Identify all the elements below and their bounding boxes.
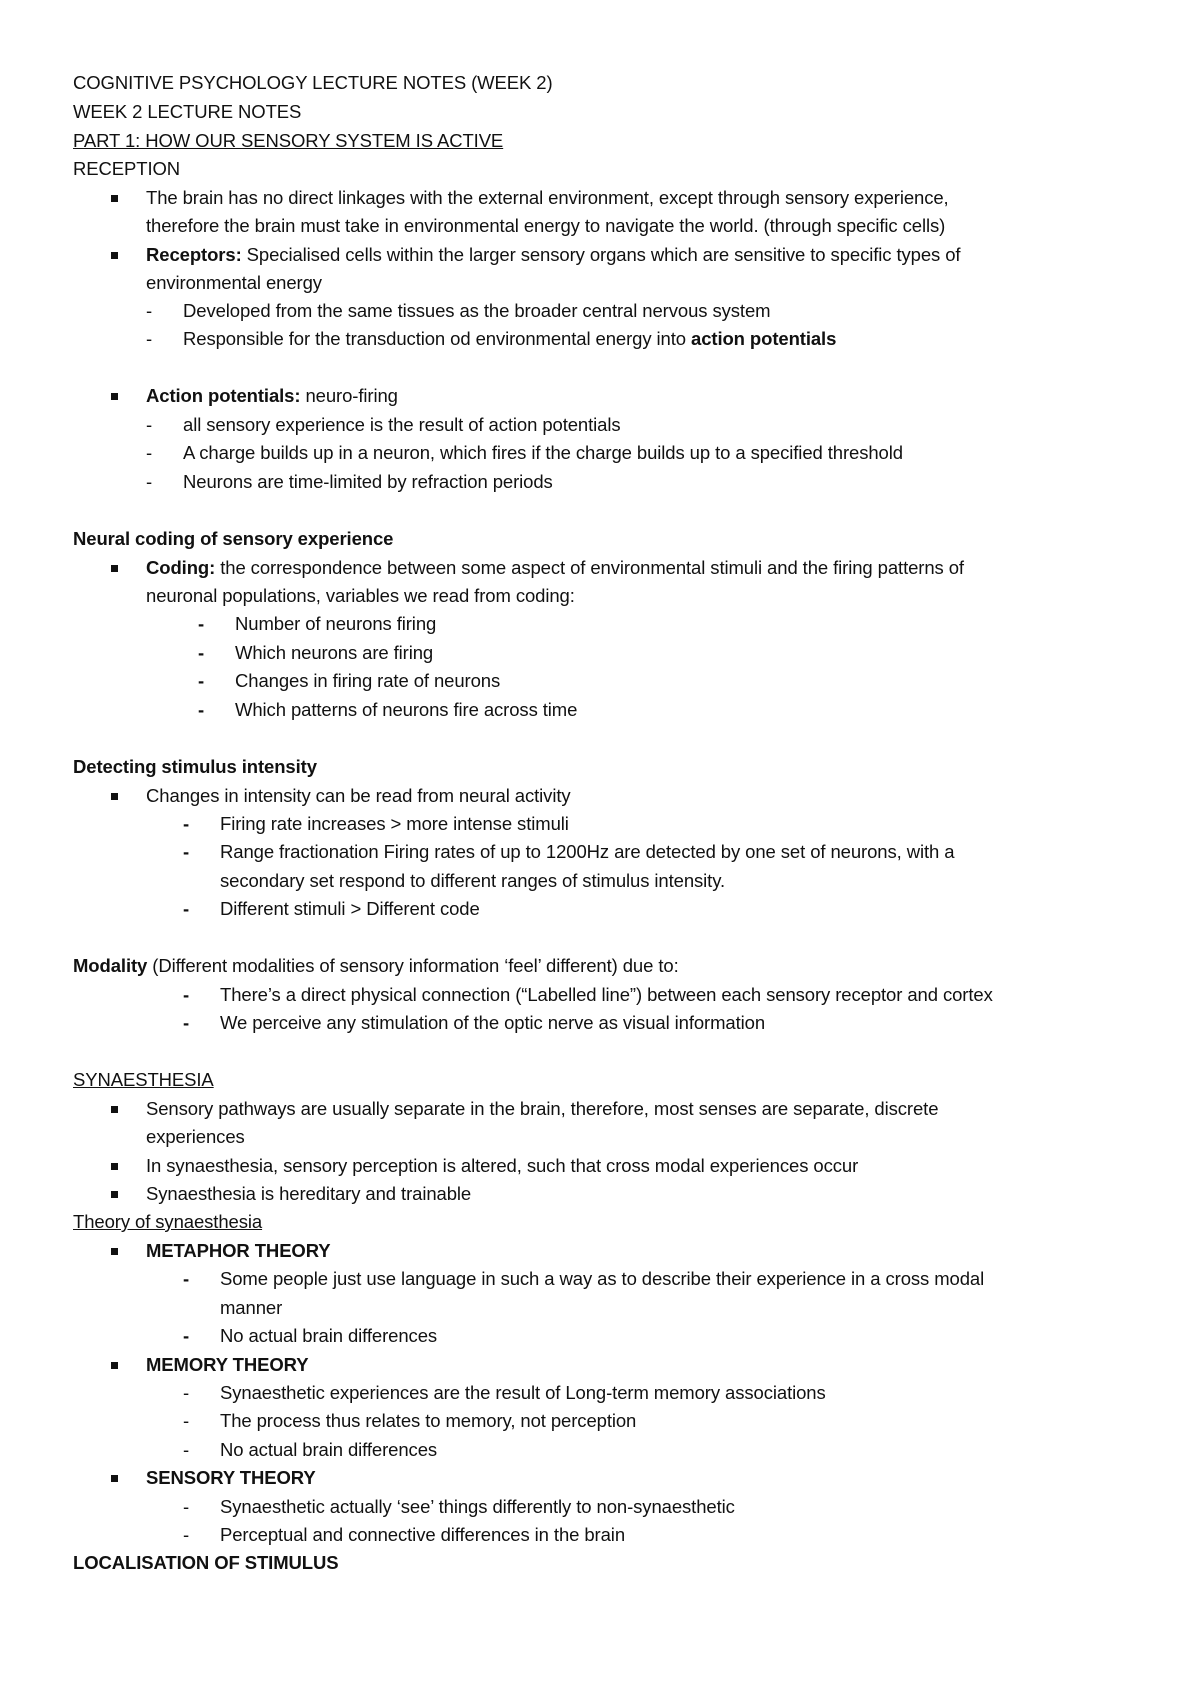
- part1-heading: PART 1: HOW OUR SENSORY SYSTEM IS ACTIVE: [73, 130, 504, 151]
- coding-heading: Neural coding of sensory experience: [73, 528, 394, 549]
- theory-heading: Theory of synaesthesia: [73, 1211, 263, 1232]
- coding-dash-1: Number of neurons firing: [235, 613, 437, 634]
- memory-theory-heading: MEMORY THEORY: [146, 1354, 309, 1375]
- dash-marker: -: [146, 328, 153, 349]
- bullet-marker: [111, 1475, 118, 1482]
- intensity-dash-3: Different stimuli > Different code: [220, 898, 480, 919]
- reception-bullet-1-line-2: therefore the brain must take in environmental energy to navigate the world. (through specific cells): [146, 215, 946, 236]
- bullet-marker: [111, 1248, 118, 1255]
- sensory-dash-1: Synaesthetic actually ‘see’ things differently to non-synaesthetic: [220, 1496, 735, 1517]
- reception-bullet-2-line-1: Receptors: Specialised cells within the larger sensory organs which are sensitive to specific types of: [146, 244, 961, 265]
- dash-marker: -: [183, 813, 190, 834]
- synaesthesia-bullet-2: In synaesthesia, sensory perception is altered, such that cross modal experiences occur: [146, 1155, 859, 1176]
- dash-marker: -: [183, 1524, 190, 1545]
- intensity-dash-2-line-2: secondary set respond to different ranges of stimulus intensity.: [220, 870, 726, 891]
- intensity-heading: Detecting stimulus intensity: [73, 756, 317, 777]
- reception-dash-2: Responsible for the transduction od environmental energy into action potentials: [183, 328, 837, 349]
- intensity-bullet-1: Changes in intensity can be read from neural activity: [146, 785, 571, 806]
- intensity-dash-1: Firing rate increases > more intense stimuli: [220, 813, 569, 834]
- dash-marker: -: [183, 1268, 190, 1289]
- document-subtitle: WEEK 2 LECTURE NOTES: [73, 101, 302, 122]
- bullet-marker: [111, 195, 118, 202]
- dash-marker: -: [146, 414, 153, 435]
- metaphor-dash-2: No actual brain differences: [220, 1325, 438, 1346]
- dash-marker: -: [183, 984, 190, 1005]
- document-title: COGNITIVE PSYCHOLOGY LECTURE NOTES (WEEK 2): [73, 72, 553, 93]
- reception-bullet-3: Action potentials: neuro-firing: [146, 385, 398, 406]
- dash-marker: -: [198, 670, 205, 691]
- synaesthesia-bullet-3: Synaesthesia is hereditary and trainable: [146, 1183, 472, 1204]
- bullet-marker: [111, 1163, 118, 1170]
- reception-bullet-2-line-2: environmental energy: [146, 272, 322, 293]
- modality-heading: Modality (Different modalities of sensory information ‘feel’ different) due to:: [73, 955, 679, 976]
- localisation-heading: LOCALISATION OF STIMULUS: [73, 1552, 339, 1573]
- reception-bullet-1-line-1: The brain has no direct linkages with the external environment, except through sensory experience,: [146, 187, 949, 208]
- dash-marker: -: [198, 642, 205, 663]
- reception-dash-1: Developed from the same tissues as the broader central nervous system: [183, 300, 771, 321]
- bullet-marker: [111, 1106, 118, 1113]
- dash-marker: -: [146, 442, 153, 463]
- sensory-theory-heading: SENSORY THEORY: [146, 1467, 316, 1488]
- dash-marker: -: [183, 1410, 190, 1431]
- term-receptors: Receptors:: [146, 244, 242, 265]
- bullet-marker: [111, 393, 118, 400]
- dash-marker: -: [198, 613, 205, 634]
- modality-dash-1: There’s a direct physical connection (“Labelled line”) between each sensory receptor and cortex: [220, 984, 993, 1005]
- coding-bullet-1-line-2: neuronal populations, variables we read from coding:: [146, 585, 575, 606]
- coding-dash-2: Which neurons are firing: [235, 642, 434, 663]
- coding-bullet-1-line-1: Coding: the correspondence between some aspect of environmental stimuli and the firing patterns of: [146, 557, 964, 578]
- metaphor-theory-heading: METAPHOR THEORY: [146, 1240, 331, 1261]
- dash-marker: -: [198, 699, 205, 720]
- memory-dash-2: The process thus relates to memory, not perception: [220, 1410, 637, 1431]
- memory-dash-1: Synaesthetic experiences are the result of Long-term memory associations: [220, 1382, 826, 1403]
- dash-marker: -: [183, 1325, 190, 1346]
- dash-marker: -: [183, 1439, 190, 1460]
- bullet-marker: [111, 1191, 118, 1198]
- synaesthesia-heading: SYNAESTHESIA: [73, 1069, 214, 1090]
- intensity-dash-2-line-1: Range fractionation Firing rates of up to 1200Hz are detected by one set of neurons, with a: [220, 841, 955, 862]
- term-coding: Coding:: [146, 557, 216, 578]
- dash-marker: -: [183, 841, 190, 862]
- synaesthesia-bullet-1-line-1: Sensory pathways are usually separate in the brain, therefore, most senses are separate, discrete: [146, 1098, 939, 1119]
- bullet-marker: [111, 252, 118, 259]
- sensory-dash-2: Perceptual and connective differences in the brain: [220, 1524, 626, 1545]
- dash-marker: -: [183, 1496, 190, 1517]
- bullet-marker: [111, 565, 118, 572]
- metaphor-dash-1-line-1: Some people just use language in such a way as to describe their experience in a cross modal: [220, 1268, 985, 1289]
- reception-heading: RECEPTION: [73, 158, 181, 179]
- metaphor-dash-1-line-2: manner: [220, 1297, 283, 1318]
- dash-marker: -: [183, 898, 190, 919]
- term-action-potentials: Action potentials:: [146, 385, 301, 406]
- bullet-marker: [111, 1362, 118, 1369]
- modality-dash-2: We perceive any stimulation of the optic nerve as visual information: [220, 1012, 766, 1033]
- reception-dash-3: all sensory experience is the result of action potentials: [183, 414, 621, 435]
- dash-marker: -: [146, 300, 153, 321]
- dash-marker: -: [146, 471, 153, 492]
- dash-marker: -: [183, 1382, 190, 1403]
- memory-dash-3: No actual brain differences: [220, 1439, 438, 1460]
- reception-dash-5: Neurons are time-limited by refraction periods: [183, 471, 553, 492]
- synaesthesia-bullet-1-line-2: experiences: [146, 1126, 245, 1147]
- dash-marker: -: [183, 1012, 190, 1033]
- coding-dash-4: Which patterns of neurons fire across time: [235, 699, 578, 720]
- bullet-marker: [111, 793, 118, 800]
- reception-dash-4: A charge builds up in a neuron, which fires if the charge builds up to a specified threshold: [183, 442, 903, 463]
- coding-dash-3: Changes in firing rate of neurons: [235, 670, 501, 691]
